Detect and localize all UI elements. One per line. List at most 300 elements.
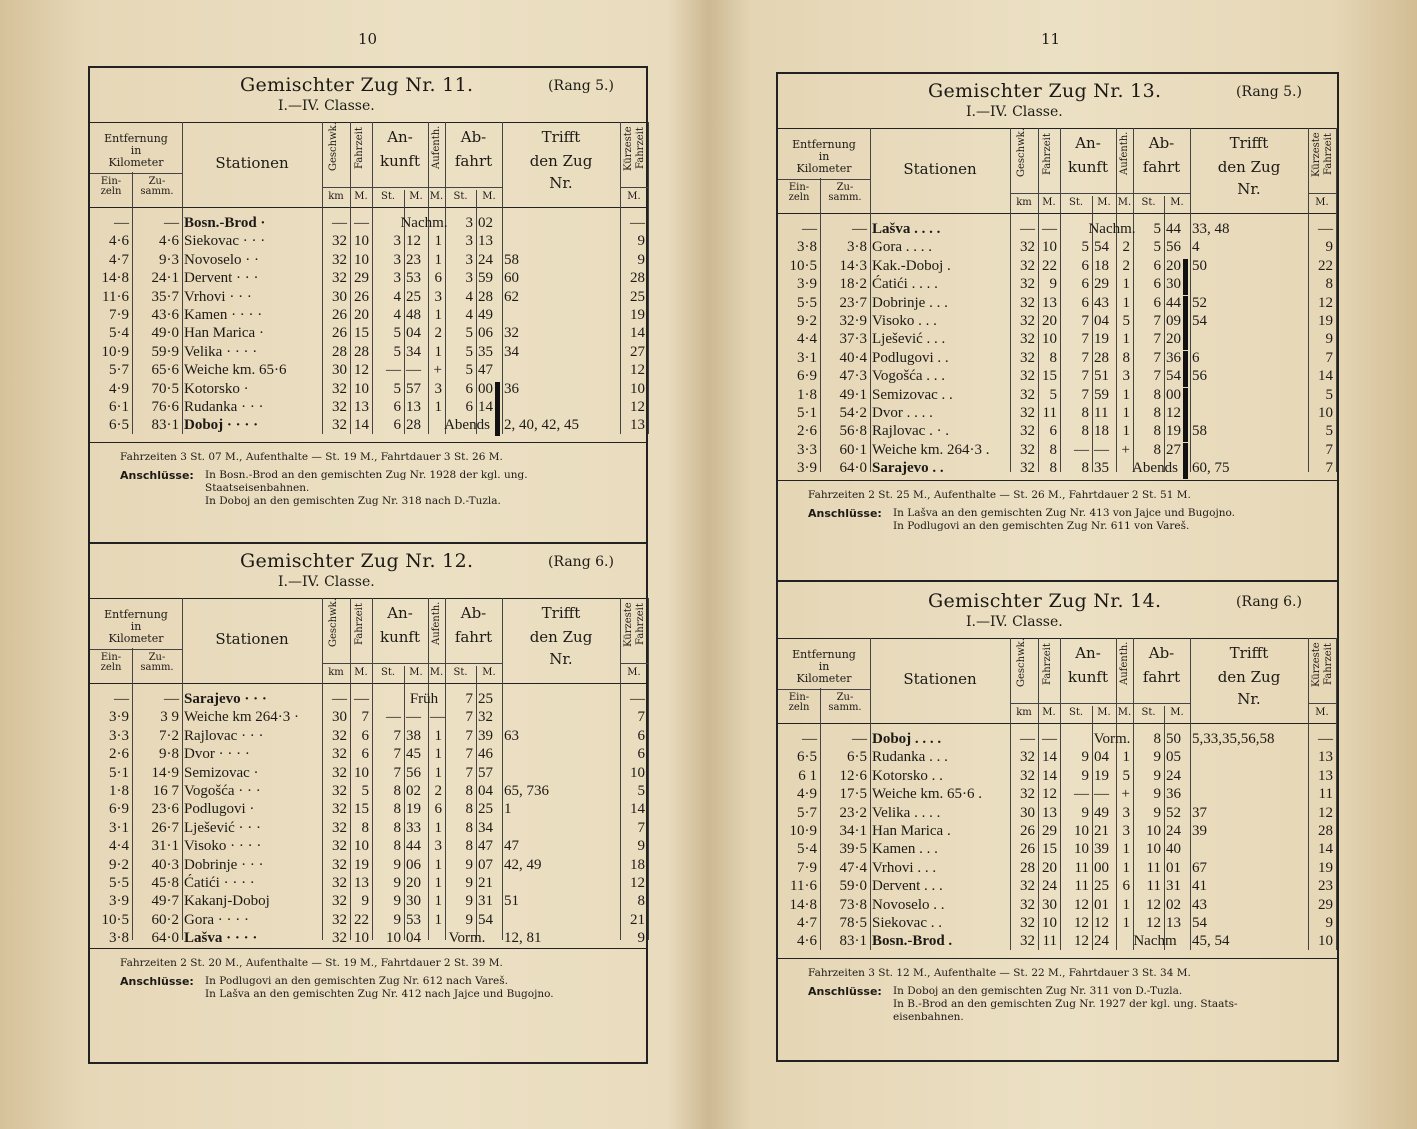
header-auf: Aufenth.	[431, 125, 442, 169]
header-unit: M.	[627, 191, 641, 202]
cell-st: Kak.-Doboj .	[872, 257, 951, 274]
anschluss-line-2: In B.-Brod an den gemischten Zug Nr. 1927 der kgl. ung. Staats-	[893, 998, 1238, 1010]
header-divider	[322, 663, 502, 664]
cell-ein: 4·4	[109, 838, 129, 855]
cell-auf: 5	[1122, 313, 1130, 329]
header-kurz2: Fahrzeit	[1323, 133, 1334, 175]
table-row	[90, 416, 646, 434]
cell-kz: 9	[637, 930, 645, 947]
cell-ab2: 35	[478, 343, 493, 360]
cell-st: Vogošća · · ·	[184, 783, 261, 799]
cell-auf: 1	[434, 764, 442, 781]
cell-kz: 6	[637, 727, 645, 744]
cell-kz: 27	[630, 343, 645, 360]
anschluesse-label: Anschlüsse:	[120, 469, 194, 482]
anschluesse-label: Anschlüsse:	[120, 975, 194, 988]
cell-kz: 12	[630, 362, 645, 379]
cell-fz: 6	[361, 727, 369, 744]
header-tr3: Nr.	[1237, 180, 1261, 198]
cell-an2: 25	[406, 288, 421, 305]
cell-ges: 32	[332, 380, 347, 397]
cell-ein: 4·9	[109, 380, 129, 397]
cell-fz: 14	[1042, 749, 1057, 766]
cell-st: Dvor · · · ·	[184, 746, 250, 763]
cell-tr: 32	[504, 325, 519, 342]
cell-kz: 14	[1318, 368, 1333, 385]
cell-st: Velika . . . .	[872, 804, 941, 821]
cell-auf: Abends	[444, 417, 490, 434]
cell-an1: 8	[393, 801, 401, 818]
cell-an1: 7	[1081, 386, 1089, 403]
cell-fz: 12	[1042, 786, 1057, 803]
cell-fz: 20	[354, 307, 369, 323]
header-unit: M.	[482, 667, 496, 678]
cell-ges: 32	[1020, 368, 1035, 385]
cell-st: Dervent · · ·	[184, 270, 259, 287]
cell-kz: 23	[1318, 878, 1333, 895]
header-unit: M.	[1170, 707, 1184, 718]
table-row	[90, 306, 646, 324]
cell-tr: 50	[1192, 257, 1207, 274]
cell-auf: 1	[434, 343, 442, 360]
header-kurz1: Kürzeste	[623, 126, 634, 171]
cell-auf: 1	[434, 819, 442, 836]
cell-auf: 1	[1122, 331, 1130, 348]
cell-st: Doboj · · · ·	[184, 417, 259, 434]
cell-kz: 13	[1318, 749, 1333, 766]
cell-an2: 06	[406, 856, 421, 873]
cell-ab2: 32	[478, 709, 493, 726]
cell-kz: 7	[1325, 441, 1333, 458]
cell-tr: 39	[1192, 823, 1207, 839]
train-title: Gemischter Zug Nr. 14.	[928, 590, 1162, 612]
cell-ges: 32	[332, 399, 347, 415]
header-ab2: fahrt	[1142, 158, 1181, 176]
cell-an1: 7	[393, 727, 401, 744]
cell-ges: 32	[1020, 878, 1035, 895]
header-zu2: samm.	[828, 702, 862, 713]
cell-fz: 6	[1049, 423, 1057, 440]
cell-zu: 59·0	[839, 878, 867, 895]
cell-ein: 10·9	[789, 823, 817, 839]
cell-st: Novoselo . .	[872, 896, 945, 913]
cell-kz: 11	[1318, 786, 1333, 803]
cell-st: Gora . . . .	[872, 239, 932, 256]
header-unit: km	[1016, 197, 1032, 208]
cell-an2: 04	[406, 930, 421, 947]
cell-ab2: 12	[1166, 405, 1181, 421]
column-rule	[648, 122, 649, 434]
cell-ein: 6·1	[109, 399, 129, 415]
header-ab2: fahrt	[454, 152, 493, 170]
cell-kz: 28	[1318, 823, 1333, 839]
header-an1: An-	[387, 128, 413, 146]
header-ab1: Ab-	[460, 128, 487, 146]
cell-ges: 32	[1020, 386, 1035, 403]
header-zu1: Zu-	[836, 182, 854, 193]
cell-ab2: 21	[478, 875, 493, 891]
header-unit: km	[328, 667, 344, 678]
cell-st: Dobrinje . . .	[872, 294, 948, 311]
cell-fz: 19	[354, 856, 369, 873]
cell-an1: 10	[386, 930, 401, 947]
header-unit: M.	[354, 191, 368, 202]
cell-ges: 28	[1020, 859, 1035, 876]
cell-ab2: 36	[1166, 349, 1181, 366]
cell-fz: 9	[1049, 276, 1057, 293]
cell-auf: 6	[1122, 878, 1130, 895]
cell-ab1: 9	[465, 856, 473, 873]
cell-fz: 13	[354, 875, 369, 891]
cell-an2: 19	[1094, 767, 1109, 784]
cell-st: Visoko · · · ·	[184, 838, 262, 855]
cell-auf: 1	[1122, 405, 1130, 421]
cell-ab2: 36	[1166, 786, 1181, 803]
cell-ab2: 13	[1166, 915, 1181, 931]
cell-an2: 53	[406, 270, 421, 287]
table-row	[778, 275, 1337, 293]
cell-zu: —	[852, 731, 867, 747]
cell-kz: 5	[637, 783, 645, 799]
table-row	[90, 690, 646, 708]
cell-ab2: 00	[478, 380, 493, 397]
cell-zu: 23·7	[839, 294, 867, 311]
cell-kz: 9	[637, 251, 645, 268]
cell-st: Ćatići . . . .	[872, 276, 938, 293]
cell-auf: 1	[1122, 896, 1130, 913]
fahrzeiten-text: Fahrzeiten 2 St. 25 M., Aufenthalte — St. 26 M., Fahrtdauer 2 St. 51 M.	[808, 489, 1191, 501]
cell-an1: 4	[393, 288, 401, 305]
connection-marker	[495, 382, 500, 400]
cell-zu: 4·6	[159, 233, 179, 250]
cell-tr: 34	[504, 343, 519, 360]
header-an1: An-	[1075, 644, 1101, 662]
cell-an2: 04	[1094, 749, 1109, 766]
cell-ab1: 6	[1153, 276, 1161, 293]
cell-ges: 32	[1020, 786, 1035, 803]
cell-auf: 2	[1122, 239, 1130, 256]
cell-ab2: 56	[1166, 239, 1181, 256]
cell-ein: 4·6	[109, 233, 129, 250]
cell-ges: —	[332, 691, 347, 707]
cell-st: Bosn.-Brod ·	[184, 215, 266, 231]
cell-st: Ćatići · · · ·	[184, 875, 255, 891]
connection-marker	[495, 400, 500, 418]
cell-ges: 30	[332, 288, 347, 305]
cell-ab2: 57	[478, 764, 493, 781]
cell-auf: 1	[1122, 386, 1130, 403]
cell-an2: 39	[1094, 841, 1109, 858]
cell-ges: 32	[1020, 933, 1035, 950]
cell-ein: 3·1	[109, 819, 129, 836]
cell-ab1: 4	[465, 307, 473, 323]
cell-auf: 6	[434, 270, 442, 287]
cell-auf: —	[430, 709, 445, 726]
cell-fz: 11	[1042, 405, 1057, 421]
cell-an2: 12	[1094, 915, 1109, 931]
cell-zu: 16 7	[152, 783, 179, 799]
table-row	[778, 859, 1337, 877]
header-tr1: Trifft	[1229, 134, 1269, 152]
cell-ges: —	[1020, 221, 1035, 237]
cell-auf: 1	[1122, 276, 1130, 293]
cell-an2: —	[406, 362, 421, 379]
cell-ab1: 5	[465, 325, 473, 342]
cell-tr: 2, 40, 42, 45	[504, 417, 579, 434]
table-row	[90, 251, 646, 269]
cell-ab1: 7	[1153, 313, 1161, 329]
table-body	[90, 210, 646, 438]
cell-ein: 11·6	[790, 878, 817, 895]
cell-an1: 6	[1081, 294, 1089, 311]
cell-an2: 51	[1094, 368, 1109, 385]
table-row	[778, 220, 1337, 238]
header-kurz1: Kürzeste	[1311, 132, 1322, 177]
header-zu1: Zu-	[148, 652, 166, 663]
cell-ab2: 27	[1166, 441, 1181, 458]
table-header	[778, 638, 1337, 724]
cell-an2: 56	[406, 764, 421, 781]
cell-zu: 23·2	[839, 804, 867, 821]
anschluss-line-3: eisenbahnen.	[893, 1011, 964, 1023]
cell-zu: 49·0	[151, 325, 179, 342]
cell-st: Weiche km 264·3 ·	[184, 709, 300, 726]
header-divider	[778, 179, 870, 180]
cell-fz: 14	[354, 417, 369, 434]
header-unit: St.	[453, 667, 468, 678]
cell-fz: 15	[1042, 368, 1057, 385]
cell-ges: 32	[332, 875, 347, 891]
table-row	[90, 232, 646, 250]
cell-st: Vrhovi . . .	[872, 859, 937, 876]
cell-ab1: 11	[1146, 859, 1161, 876]
cell-ab1: 9	[465, 875, 473, 891]
header-km: Kilometer	[796, 162, 852, 175]
cell-an1: 7	[1081, 313, 1089, 329]
header-zu1: Zu-	[148, 176, 166, 187]
cell-ab1: 8	[1153, 405, 1161, 421]
header-unit: St.	[380, 191, 396, 202]
cell-an1: Nachm.	[1088, 221, 1136, 237]
cell-auf: +	[1121, 441, 1130, 458]
cell-fz: —	[1042, 221, 1057, 237]
cell-an2: 29	[1094, 276, 1109, 293]
cell-ein: 5·1	[797, 405, 817, 421]
table-row	[778, 459, 1337, 477]
cell-kz: 9	[1325, 915, 1333, 931]
cell-ab2: 07	[478, 856, 493, 873]
class-label: I.—IV. Classe.	[278, 574, 375, 590]
cell-ab2: 31	[1166, 878, 1181, 895]
cell-an2: 54	[1094, 239, 1109, 256]
cell-an1: 10	[1074, 841, 1089, 858]
cell-zu: 32·9	[839, 313, 867, 329]
table-row	[778, 767, 1337, 785]
cell-ab1: 12	[1146, 915, 1161, 931]
cell-an2: 49	[1094, 804, 1109, 821]
cell-ab2: 40	[1166, 841, 1181, 858]
header-unit: M.	[1117, 197, 1132, 208]
train-title: Gemischter Zug Nr. 12.	[240, 550, 474, 572]
cell-an1: 12	[1074, 896, 1089, 913]
header-entf: Entfernung	[792, 648, 856, 661]
cell-kz: 12	[1318, 804, 1333, 821]
cell-auf: 1	[434, 875, 442, 891]
header-unit: km	[328, 191, 344, 202]
cell-ein: 3·1	[797, 349, 817, 366]
cell-an1: 9	[1081, 749, 1089, 766]
cell-fz: 10	[354, 251, 369, 268]
header-zu2: samm.	[140, 662, 174, 673]
table-row	[90, 819, 646, 837]
cell-fz: 13	[354, 399, 369, 415]
cell-an1: 5	[1081, 239, 1089, 256]
cell-st: Rajlovac . · .	[872, 423, 950, 440]
cell-zu: 60·1	[839, 441, 867, 458]
table-row	[90, 727, 646, 745]
cell-auf: +	[1121, 786, 1130, 803]
cell-ab1: 7	[1153, 349, 1161, 366]
cell-st: Semizovac ·	[184, 764, 259, 781]
cell-ab1: 7	[1153, 368, 1161, 385]
table-row	[778, 330, 1337, 348]
cell-kz: —	[630, 215, 645, 231]
cell-ges: 26	[1020, 823, 1035, 839]
section-z13	[778, 74, 1337, 532]
header-divider	[1308, 703, 1336, 704]
cell-ab1: 10	[1146, 823, 1161, 839]
cell-an1: 9	[393, 911, 401, 928]
page-number-right: 11	[1041, 30, 1061, 48]
cell-zu: 56·8	[839, 423, 867, 440]
header-auf: Aufenth.	[1119, 131, 1130, 175]
table-body	[778, 726, 1337, 954]
cell-fz: 8	[1049, 349, 1057, 366]
cell-ein: 3·9	[797, 460, 817, 477]
table-row	[778, 312, 1337, 330]
table-row	[90, 288, 646, 306]
table-row	[778, 914, 1337, 932]
table-row	[90, 874, 646, 892]
cell-ges: 32	[332, 727, 347, 744]
anschluesse-label: Anschlüsse:	[808, 507, 882, 520]
cell-kz: —	[1318, 221, 1333, 237]
cell-st: Rudanka . . .	[872, 749, 948, 766]
cell-an1: 11	[1074, 859, 1089, 876]
cell-ab2: 54	[478, 911, 493, 928]
right-page	[716, 0, 1417, 1129]
train-title: Gemischter Zug Nr. 11.	[240, 74, 474, 96]
table-row	[90, 398, 646, 416]
cell-ab2: 04	[478, 783, 493, 799]
cell-kz: 13	[1318, 767, 1333, 784]
cell-auf: 3	[434, 838, 442, 855]
cell-ab1: 5	[1153, 221, 1161, 237]
header-kurz2: Fahrzeit	[1323, 643, 1334, 685]
table-row	[90, 269, 646, 287]
cell-ges: 32	[1020, 294, 1035, 311]
cell-an2: 11	[1094, 405, 1109, 421]
table-header	[90, 122, 646, 208]
header-ab1: Ab-	[1148, 134, 1175, 152]
cell-fz: 15	[354, 801, 369, 818]
cell-an2: 13	[406, 399, 421, 415]
cell-ab1: 8	[465, 838, 473, 855]
cell-kz: —	[630, 691, 645, 707]
connection-marker	[1183, 277, 1188, 295]
table-body	[778, 216, 1337, 476]
connection-marker	[1183, 332, 1188, 350]
cell-fz: 14	[1042, 767, 1057, 784]
cell-ab1: 7	[1153, 331, 1161, 348]
cell-an1: 3	[393, 233, 401, 250]
header-stat: Stationen	[903, 670, 977, 688]
cell-ein: 14·8	[101, 270, 129, 287]
connection-marker	[495, 418, 500, 436]
cell-ges: 32	[332, 233, 347, 250]
cell-ges: 32	[1020, 276, 1035, 293]
anschluss-line-1: In Podlugovi an den gemischten Zug Nr. 612 nach Vareš.	[205, 975, 508, 987]
connection-marker	[1183, 424, 1188, 442]
cell-zu: 7·2	[159, 727, 179, 744]
cell-fz: 8	[1049, 441, 1057, 458]
cell-tr: 1	[504, 801, 512, 818]
table-row	[778, 748, 1337, 766]
cell-zu: 31·1	[151, 838, 179, 855]
cell-ab2: 46	[478, 746, 493, 763]
header-kurz1: Kürzeste	[623, 602, 634, 647]
cell-fz: 22	[354, 911, 369, 928]
cell-an1: 4	[393, 307, 401, 323]
cell-ein: 9·2	[797, 313, 817, 329]
header-fahr: Fahrzeit	[1042, 643, 1053, 685]
cell-an2: —	[1094, 786, 1109, 803]
cell-ab1: 7	[465, 764, 473, 781]
cell-ges: 32	[1020, 331, 1035, 348]
cell-auf: 2	[434, 783, 442, 799]
cell-ein: 5·4	[109, 325, 129, 342]
cell-zu: 43·6	[151, 307, 179, 323]
header-an2: kunft	[380, 628, 420, 646]
cell-ab1: 3	[465, 215, 473, 231]
cell-ein: 2·6	[797, 423, 817, 440]
cell-an1: 5	[393, 380, 401, 397]
header-tr1: Trifft	[541, 604, 581, 622]
cell-st: Han Marica .	[872, 823, 951, 839]
cell-tr: 67	[1192, 859, 1207, 876]
cell-kz: 10	[1318, 405, 1333, 421]
cell-ab1: 8	[1153, 386, 1161, 403]
cell-kz: 10	[1318, 933, 1333, 950]
cell-fz: 30	[1042, 896, 1057, 913]
table-row	[778, 730, 1337, 748]
cell-st: Kotorsko . .	[872, 767, 943, 784]
cell-st: Rudanka · · ·	[184, 399, 264, 415]
header-stat: Stationen	[215, 154, 289, 172]
cell-st: Sarajevo . .	[872, 460, 944, 477]
table-row	[778, 932, 1337, 950]
table-row	[778, 367, 1337, 385]
header-an2: kunft	[1068, 668, 1108, 686]
cell-ab1: 9	[1153, 749, 1161, 766]
anschluesse-label: Anschlüsse:	[808, 985, 882, 998]
cell-ein: 3·3	[109, 727, 129, 744]
header-an2: kunft	[380, 152, 420, 170]
cell-ges: 28	[332, 343, 347, 360]
header-ein2: zeln	[788, 192, 810, 203]
cell-ab2: 28	[478, 288, 493, 305]
header-tr1: Trifft	[541, 128, 581, 146]
